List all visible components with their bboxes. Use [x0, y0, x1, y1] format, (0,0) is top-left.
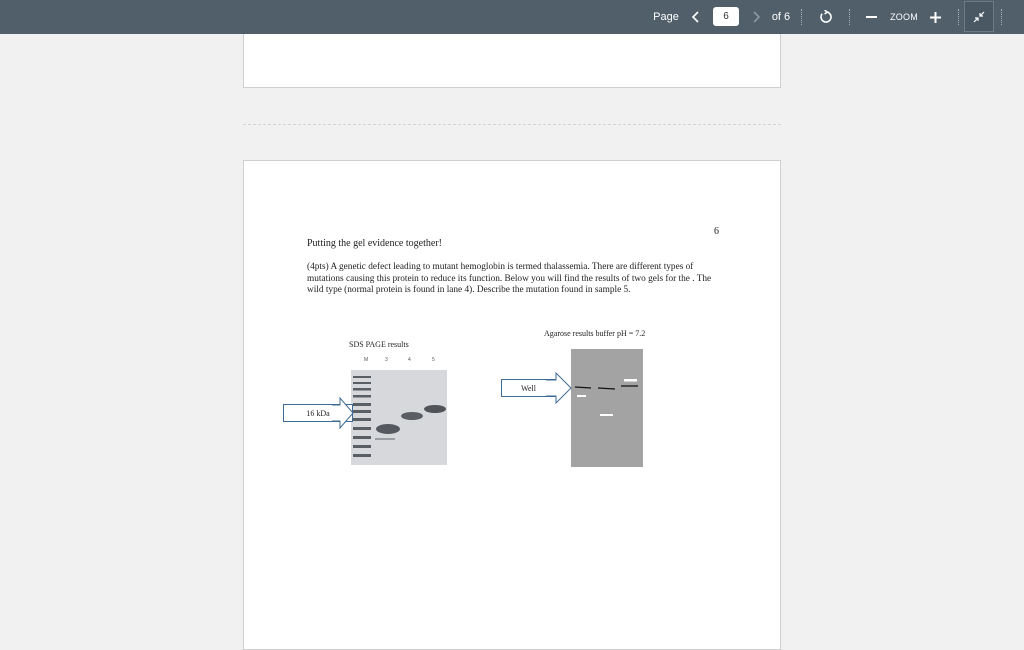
sds-page-title: SDS PAGE results: [349, 340, 409, 349]
right-arrow-icon: [332, 397, 354, 429]
document-page: [243, 160, 781, 650]
sds-lane-label: 4: [408, 357, 411, 363]
sds-gel-image: [351, 370, 447, 465]
zoom-label: ZOOM: [890, 12, 918, 22]
lane-5-band: [624, 379, 637, 382]
question-heading: Putting the gel evidence together!: [307, 238, 442, 249]
plus-icon: [930, 12, 941, 23]
minus-icon: [866, 15, 877, 19]
zoom-out-button[interactable]: [862, 0, 880, 34]
chevron-right-icon: [751, 11, 761, 23]
lane-3-band: [376, 424, 400, 434]
toolbar-divider: [1001, 9, 1002, 25]
toolbar-divider: [958, 9, 959, 25]
sds-lane-label: 5: [432, 357, 435, 363]
toolbar-divider: [849, 9, 850, 25]
page-number: 6: [714, 226, 719, 237]
sds-lane-label: 3: [385, 357, 388, 363]
chevron-left-icon: [691, 11, 701, 23]
well-callout: Well: [501, 379, 556, 397]
lane-4-band: [600, 414, 613, 416]
collapse-icon: [973, 11, 985, 23]
rotate-button[interactable]: [815, 0, 837, 34]
exit-fullscreen-button[interactable]: [964, 1, 994, 32]
lane-3-band: [577, 395, 586, 397]
page-label: Page: [653, 11, 679, 23]
kda-marker-callout: 16 kDa: [283, 404, 353, 422]
page-number-input[interactable]: [713, 7, 739, 26]
page-count-label: of 6: [771, 11, 791, 23]
lane-5-band: [424, 405, 446, 413]
toolbar-divider: [801, 9, 802, 25]
zoom-in-button[interactable]: [926, 0, 944, 34]
sds-lane-label: M: [364, 357, 369, 363]
page-divider: [243, 124, 781, 125]
right-arrow-icon: [546, 372, 572, 404]
question-paragraph: (4pts) A genetic defect leading to mutant hemoglobin is termed thalassemia. There are different types of mutations causing this protein to reduce its function. Below you will find the results of two gels for the . The wild type (normal protein is found in lane 4). Describe the mutation found in sample 5.: [307, 262, 712, 295]
agarose-gel-image: [571, 349, 643, 467]
next-page-button[interactable]: [748, 0, 764, 34]
rotate-icon: [819, 10, 833, 24]
agarose-title: Agarose results buffer pH = 7.2: [544, 329, 646, 338]
previous-page: [243, 34, 781, 88]
prev-page-button[interactable]: [688, 0, 704, 34]
lane-4-band: [401, 412, 423, 420]
viewer-toolbar: [0, 0, 1024, 34]
